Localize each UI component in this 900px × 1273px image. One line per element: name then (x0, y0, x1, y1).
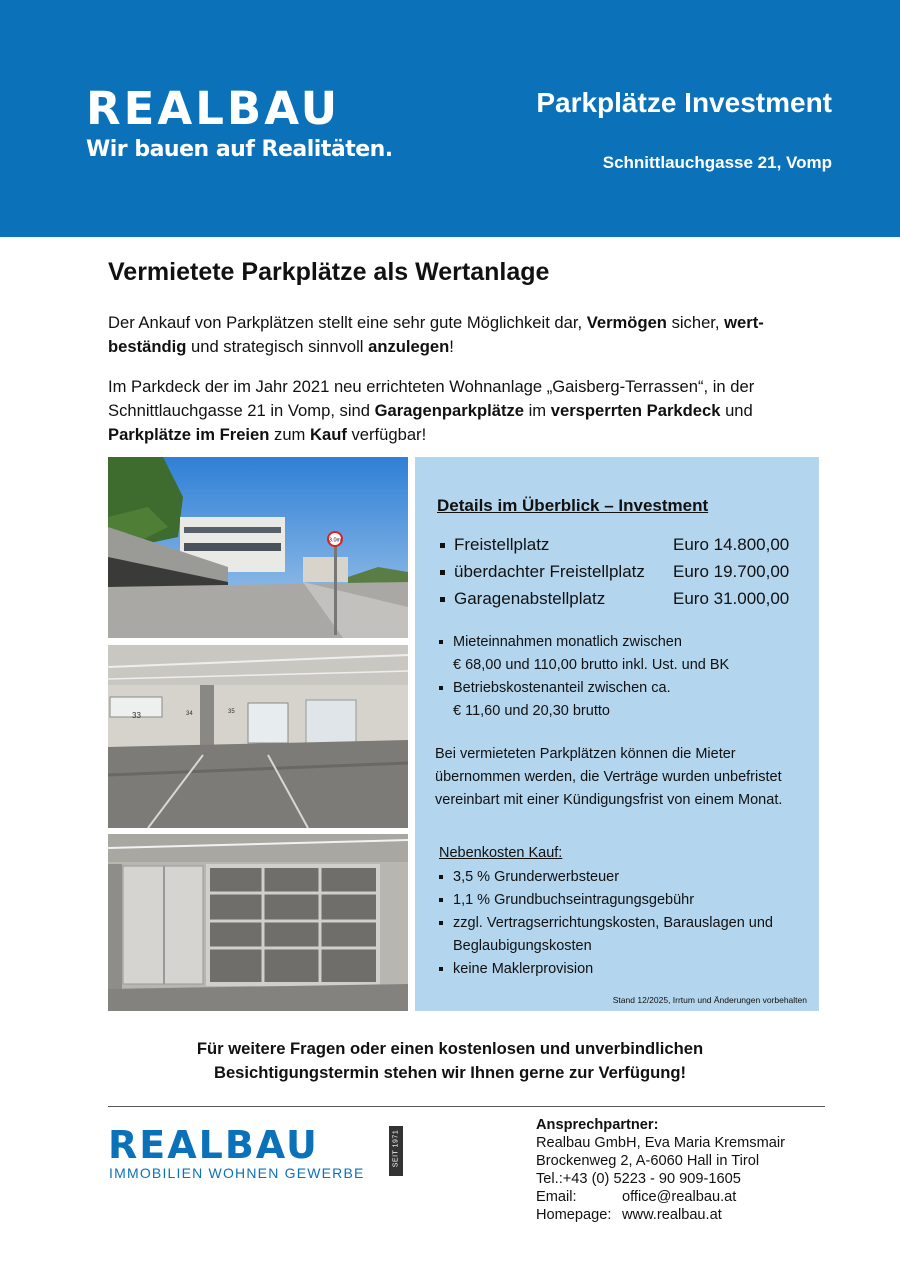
tenant-info-line: vereinbart mit einer Kündigungsfrist von einem Monat. (435, 792, 783, 808)
details-title: Details im Überblick – Investment (437, 496, 709, 515)
footer-tagline: IMMOBILIEN WOHNEN GEWERBE (109, 1165, 365, 1181)
header-address: Schnittlauchgasse 21, Vomp (602, 153, 832, 172)
bullet-icon (439, 686, 443, 690)
closing-line: Besichtigungstermin stehen wir Ihnen gerne zur Verfügung! (213, 1063, 687, 1082)
footer-logo: REALBAU (108, 1123, 319, 1167)
paragraph-segment: Kauf (309, 425, 347, 444)
slogan: Wir bauen auf Realitäten. (86, 137, 393, 162)
email-row (536, 1188, 785, 1206)
tenant-info-line: Bei vermieteten Parkplätzen können die Mieter (435, 746, 736, 762)
contact-line: Brockenweg 2, A-6060 Hall in Tirol (536, 1153, 760, 1169)
bullet-icon (439, 967, 443, 971)
photo-column (108, 457, 408, 1011)
email-key: Email: (536, 1189, 577, 1205)
contact-label: Ansprechpartner: (536, 1117, 659, 1133)
bullet-icon (439, 921, 443, 925)
homepage-link[interactable]: www.realbau.at (622, 1207, 722, 1223)
list-item-line: 3,5 % Grunderwerbsteuer (453, 869, 620, 885)
bullet-icon (440, 543, 445, 548)
cost-list (437, 866, 773, 981)
list-item (437, 958, 773, 981)
price-row-ueberdacht (437, 558, 807, 585)
bullet-icon (440, 570, 445, 575)
paragraph-segment: Im Parkdeck der im Jahr 2021 neu errichteten Wohnanlage „Gaisberg-Terrassen“, in der Schnittlauchgasse 21 in Vomp, sind (108, 377, 755, 420)
list-item-line: Mieteinnahmen monatlich zwischen (453, 634, 682, 650)
list-item (437, 866, 773, 889)
list-item-line: zzgl. Vertragserrichtungskosten, Barauslagen und (453, 915, 773, 931)
homepage-row (536, 1206, 785, 1224)
seit-text: SEIT 1971 (392, 1129, 400, 1168)
paragraph-segment: Parkplätze im Freien (108, 425, 270, 444)
list-item-line: € 68,00 und 110,00 brutto inkl. Ust. und BK (453, 657, 730, 673)
contact-line: Realbau GmbH, Eva Maria Kremsmair (536, 1135, 785, 1151)
page-headline: Vermietete Parkplätze als Wertanlage (108, 258, 550, 286)
paragraph-segment: wert-beständig (108, 313, 764, 356)
slot-number-33: 33 (132, 711, 141, 720)
price-value: Euro 19.700,00 (673, 562, 790, 581)
email-link[interactable]: office@realbau.at (622, 1189, 737, 1205)
price-label: Garagenabstellplatz (454, 589, 606, 608)
photo-parking-deck (108, 645, 408, 828)
details-panel (415, 457, 819, 1011)
homepage-key: Homepage: (536, 1207, 612, 1223)
paragraph-segment: Garagenparkplätze (374, 401, 524, 420)
list-item-line: keine Maklerprovision (453, 961, 594, 977)
seit-badge (389, 1126, 403, 1176)
paragraph-segment: Der Ankauf von Parkplätzen stellt eine sehr gute Möglichkeit dar, (108, 313, 587, 332)
paragraph-segment: sicher, (666, 313, 725, 332)
closing-text (0, 1037, 900, 1085)
realbau-logo: REALBAU (86, 82, 341, 135)
paragraph-segment: ! (449, 337, 454, 356)
price-list (437, 531, 807, 612)
rent-list (437, 631, 729, 723)
divider (108, 1106, 825, 1107)
header-banner (0, 0, 900, 237)
list-item-line: Betriebskostenanteil zwischen ca. (453, 680, 671, 696)
paragraph-segment: anzulegen (368, 337, 450, 356)
slot-number-34: 34 (186, 711, 193, 717)
paragraph-segment: und strategisch sinnvoll (186, 337, 369, 356)
bullet-icon (439, 898, 443, 902)
bullet-icon (439, 640, 443, 644)
paragraph-segment: verfügbar! (346, 425, 427, 444)
price-label: Freistellplatz (454, 535, 550, 554)
slot-number-35: 35 (228, 709, 235, 715)
price-row-garage (437, 585, 807, 612)
list-item-line: € 11,60 und 20,30 brutto (453, 703, 610, 719)
list-item-line: Beglaubigungskosten (453, 938, 592, 954)
intro-paragraph-2 (108, 375, 830, 447)
contact-phone[interactable]: Tel.:+43 (0) 5223 - 90 909-1605 (536, 1171, 741, 1187)
paragraph-segment: versperrten Parkdeck (550, 401, 721, 420)
price-label: überdachter Freistellplatz (454, 562, 645, 581)
list-item (437, 889, 773, 912)
paragraph-segment: zum (269, 425, 310, 444)
photo-garage-gate (108, 834, 408, 1011)
header-title: Parkplätze Investment (536, 87, 832, 118)
list-item (437, 912, 773, 958)
tenant-info (435, 743, 815, 812)
list-item-line: 1,1 % Grundbuchseintragungsgebühr (453, 892, 695, 908)
contact-block (536, 1116, 785, 1224)
tenant-info-line: übernommen werden, die Verträge wurden unbefristet (435, 769, 782, 785)
paragraph-segment: im (524, 401, 551, 420)
bullet-icon (439, 875, 443, 879)
paragraph-segment: und (720, 401, 753, 420)
paragraph-segment: Vermögen (586, 313, 667, 332)
closing-line: Für weitere Fragen oder einen kostenlosen und unverbindlichen (196, 1039, 704, 1058)
price-row-freistellplatz (437, 531, 807, 558)
bullet-icon (440, 597, 445, 602)
price-value: Euro 31.000,00 (673, 589, 790, 608)
list-item (437, 677, 729, 723)
photo-outdoor-parking (108, 457, 408, 638)
list-item (437, 631, 729, 677)
costs-title: Nebenkosten Kauf: (439, 845, 563, 861)
height-sign-text: 3.0m (328, 537, 342, 544)
intro-paragraph-1 (108, 311, 830, 359)
price-value: Euro 14.800,00 (673, 535, 790, 554)
disclaimer: Stand 12/2025, Irrtum und Änderungen vorbehalten (612, 995, 807, 1005)
